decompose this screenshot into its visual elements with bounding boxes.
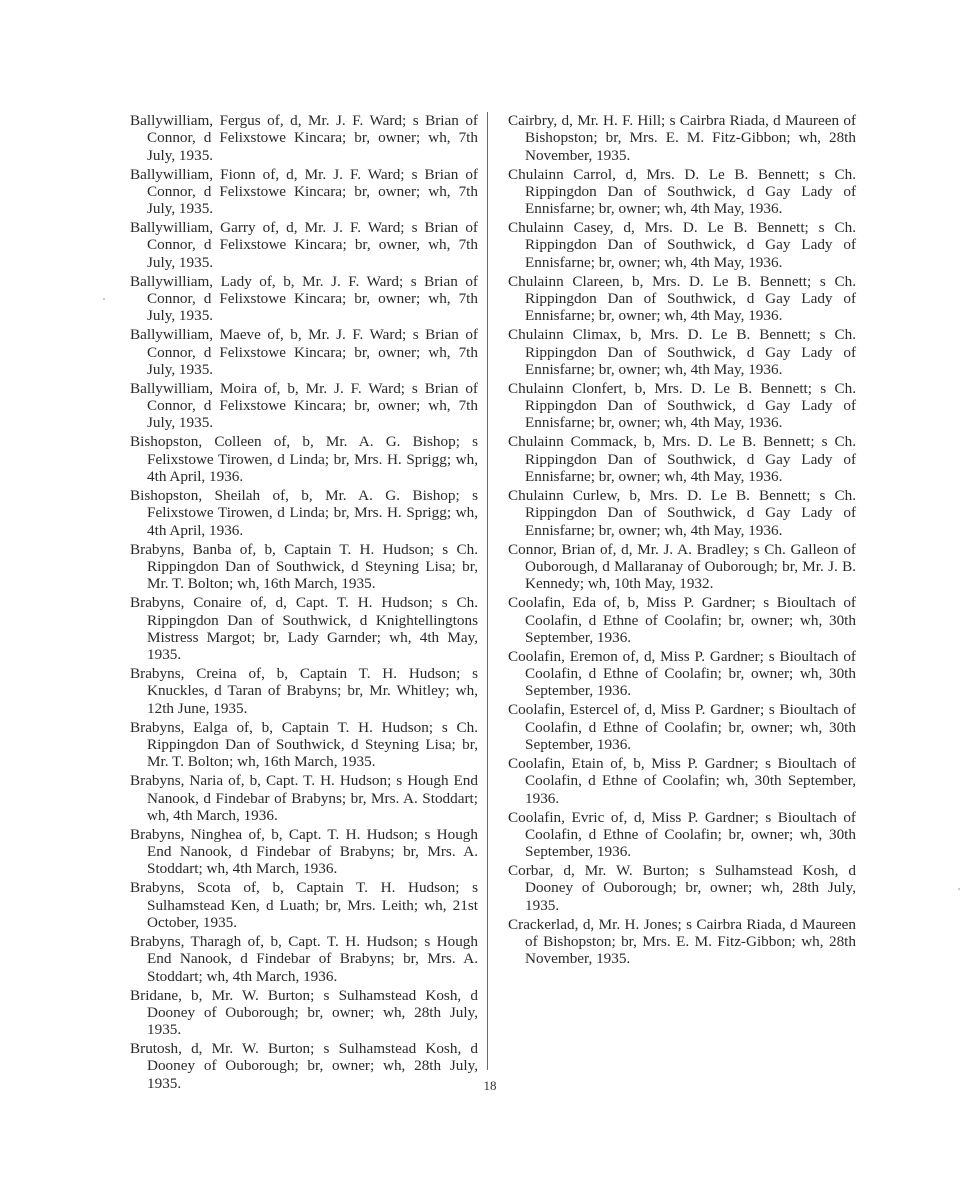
- list-item: Bishopston, Colleen of, b, Mr. A. G. Bishop; s Felixstowe Tirowen, d Linda; br, Mrs. H. Sprigg; wh, 4th April, 1936.: [130, 433, 478, 486]
- list-item: Brabyns, Scota of, b, Captain T. H. Hudson; s Sulhamstead Ken, d Luath; br, Mrs. Leith; wh, 21st October, 1935.: [130, 879, 478, 931]
- left-column: [130, 112, 478, 1094]
- list-item: Crackerlad, d, Mr. H. Jones; s Cairbra Riada, d Maureen of Bishopston; br, Mrs. E. M. Fitz-Gibbon; wh, 28th November, 1935.: [508, 915, 856, 968]
- list-item: Brabyns, Creina of, b, Captain T. H. Hudson; s Knuckles, d Taran of Brabyns; br, Mr. Whitley; wh, 12th June, 1935.: [130, 665, 478, 717]
- list-item: Corbar, d, Mr. W. Burton; s Sulhamstead Kosh, d Dooney of Ouborough; br, owner; wh, 28th July, 1935.: [508, 862, 856, 914]
- list-item: Bishopston, Sheilah of, b, Mr. A. G. Bishop; s Felixstowe Tirowen, d Linda; br, Mrs. H. Sprigg; wh, 4th April, 1936.: [130, 487, 478, 539]
- scan-speck: [958, 888, 960, 890]
- list-item: Brabyns, Naria of, b, Capt. T. H. Hudson; s Hough End Nanook, d Findebar of Brabyns; br, Mrs. A. Stoddart; wh, 4th March, 1936.: [130, 772, 478, 824]
- list-item: Coolafin, Evric of, d, Miss P. Gardner; s Bioultach of Coolafin, d Ethne of Coolafin; br, owner; wh, 30th September, 1936.: [508, 808, 856, 861]
- list-item: Brabyns, Banba of, b, Captain T. H. Hudson; s Ch. Rippingdon Dan of Southwick, d Steyning Lisa; br, Mr. T. Bolton; wh, 16th March, 1935.: [130, 540, 478, 593]
- scan-speck: [103, 298, 105, 300]
- list-item: Chulainn Climax, b, Mrs. D. Le B. Bennett; s Ch. Rippingdon Dan of Southwick, d Gay Lady of Ennisfarne; br, owner; wh, 4th May, 1936.: [508, 326, 856, 378]
- list-item: Chulainn Carrol, d, Mrs. D. Le B. Bennett; s Ch. Rippingdon Dan of Southwick, d Gay Lady of Ennisfarne; br, owner; wh, 4th May, 1936.: [508, 165, 856, 218]
- list-item: Coolafin, Estercel of, d, Miss P. Gardner; s Bioultach of Coolafin, d Ethne of Coolafin; br, owner; wh, 30th September, 1936.: [508, 701, 856, 753]
- list-item: Chulainn Clareen, b, Mrs. D. Le B. Bennett; s Ch. Rippingdon Dan of Southwick, d Gay Lady of Ennisfarne; br, owner; wh, 4th May, 1936.: [508, 272, 856, 325]
- list-item: Chulainn Casey, d, Mrs. D. Le B. Bennett; s Ch. Rippingdon Dan of Southwick, d Gay Lady of Ennisfarne; br, owner; wh, 4th May, 1936.: [508, 219, 856, 271]
- list-item: Brabyns, Ninghea of, b, Capt. T. H. Hudson; s Hough End Nanook, d Findebar of Brabyns; br, Mrs. A. Stoddart; wh, 4th March, 1936.: [130, 825, 478, 878]
- list-item: Ballywilliam, Garry of, d, Mr. J. F. Ward; s Brian of Connor, d Felixstowe Kincara; br, owner, wh, 7th July, 1935.: [130, 219, 478, 271]
- list-item: Connor, Brian of, d, Mr. J. A. Bradley; s Ch. Galleon of Ouborough, d Mallaranay of Ouborough; br, Mr. J. B. Kennedy; wh, 10th May, 1932.: [508, 540, 856, 593]
- list-item: Ballywilliam, Fergus of, d, Mr. J. F. Ward; s Brian of Connor, d Felixstowe Kincara; br, owner; wh, 7th July, 1935.: [130, 112, 478, 164]
- list-item: Ballywilliam, Maeve of, b, Mr. J. F. Ward; s Brian of Connor, d Felixstowe Kincara; br, owner; wh, 7th July, 1935.: [130, 326, 478, 378]
- list-item: Coolafin, Eremon of, d, Miss P. Gardner; s Bioultach of Coolafin, d Ethne of Coolafin; br, owner; wh, 30th September, 1936.: [508, 647, 856, 700]
- list-item: Chulainn Clonfert, b, Mrs. D. Le B. Bennett; s Ch. Rippingdon Dan of Southwick, d Gay Lady of Ennisfarne; br, owner; wh, 4th May, 1936.: [508, 379, 856, 432]
- list-item: Brabyns, Conaire of, d, Capt. T. H. Hudson; s Ch. Rippingdon Dan of Southwick, d Knightellingtons Mistress Margot; br, Lady Garnder; wh, 4th May, 1935.: [130, 594, 478, 664]
- list-item: Ballywilliam, Moira of, b, Mr. J. F. Ward; s Brian of Connor, d Felixstowe Kincara; br, owner; wh, 7th July, 1935.: [130, 379, 478, 432]
- list-item: Coolafin, Etain of, b, Miss P. Gardner; s Bioultach of Coolafin, d Ethne of Coolafin; wh, 30th September, 1936.: [508, 754, 856, 807]
- list-item: Brutosh, d, Mr. W. Burton; s Sulhamstead Kosh, d Dooney of Ouborough; br, owner; wh, 28th July, 1935.: [130, 1040, 478, 1092]
- list-item: Bridane, b, Mr. W. Burton; s Sulhamstead Kosh, d Dooney of Ouborough; br, owner; wh, 28th July, 1935.: [130, 986, 478, 1039]
- list-item: Cairbry, d, Mr. H. F. Hill; s Cairbra Riada, d Maureen of Bishopston; br, Mrs. E. M. Fitz-Gibbon; wh, 28th November, 1935.: [508, 112, 856, 164]
- list-item: Coolafin, Eda of, b, Miss P. Gardner; s Bioultach of Coolafin, d Ethne of Coolafin; br, owner; wh, 30th September, 1936.: [508, 594, 856, 646]
- list-item: Chulainn Curlew, b, Mrs. D. Le B. Bennett; s Ch. Rippingdon Dan of Southwick, d Gay Lady of Ennisfarne; br, owner; wh, 4th May, 1936.: [508, 487, 856, 539]
- list-item: Chulainn Commack, b, Mrs. D. Le B. Bennett; s Ch. Rippingdon Dan of Southwick, d Gay Lady of Ennisfarne; br, owner; wh, 4th May, 1936.: [508, 433, 856, 486]
- page-number: 18: [483, 1078, 497, 1093]
- list-item: Brabyns, Tharagh of, b, Capt. T. H. Hudson; s Hough End Nanook, d Findebar of Brabyns; br, Mrs. A. Stoddart; wh, 4th March, 1936.: [130, 932, 478, 985]
- list-item: Ballywilliam, Lady of, b, Mr. J. F. Ward; s Brian of Connor, d Felixstowe Kincara; br, owner; wh, 7th July, 1935.: [130, 272, 478, 325]
- column-divider: [487, 112, 488, 1070]
- list-item: Brabyns, Ealga of, b, Captain T. H. Hudson; s Ch. Rippingdon Dan of Southwick, d Steyning Lisa; br, Mr. T. Bolton; wh, 16th March, 1935.: [130, 718, 478, 771]
- list-item: Ballywilliam, Fionn of, d, Mr. J. F. Ward; s Brian of Connor, d Felixstowe Kincara; br, owner; wh, 7th July, 1935.: [130, 165, 478, 218]
- right-column: [508, 112, 856, 969]
